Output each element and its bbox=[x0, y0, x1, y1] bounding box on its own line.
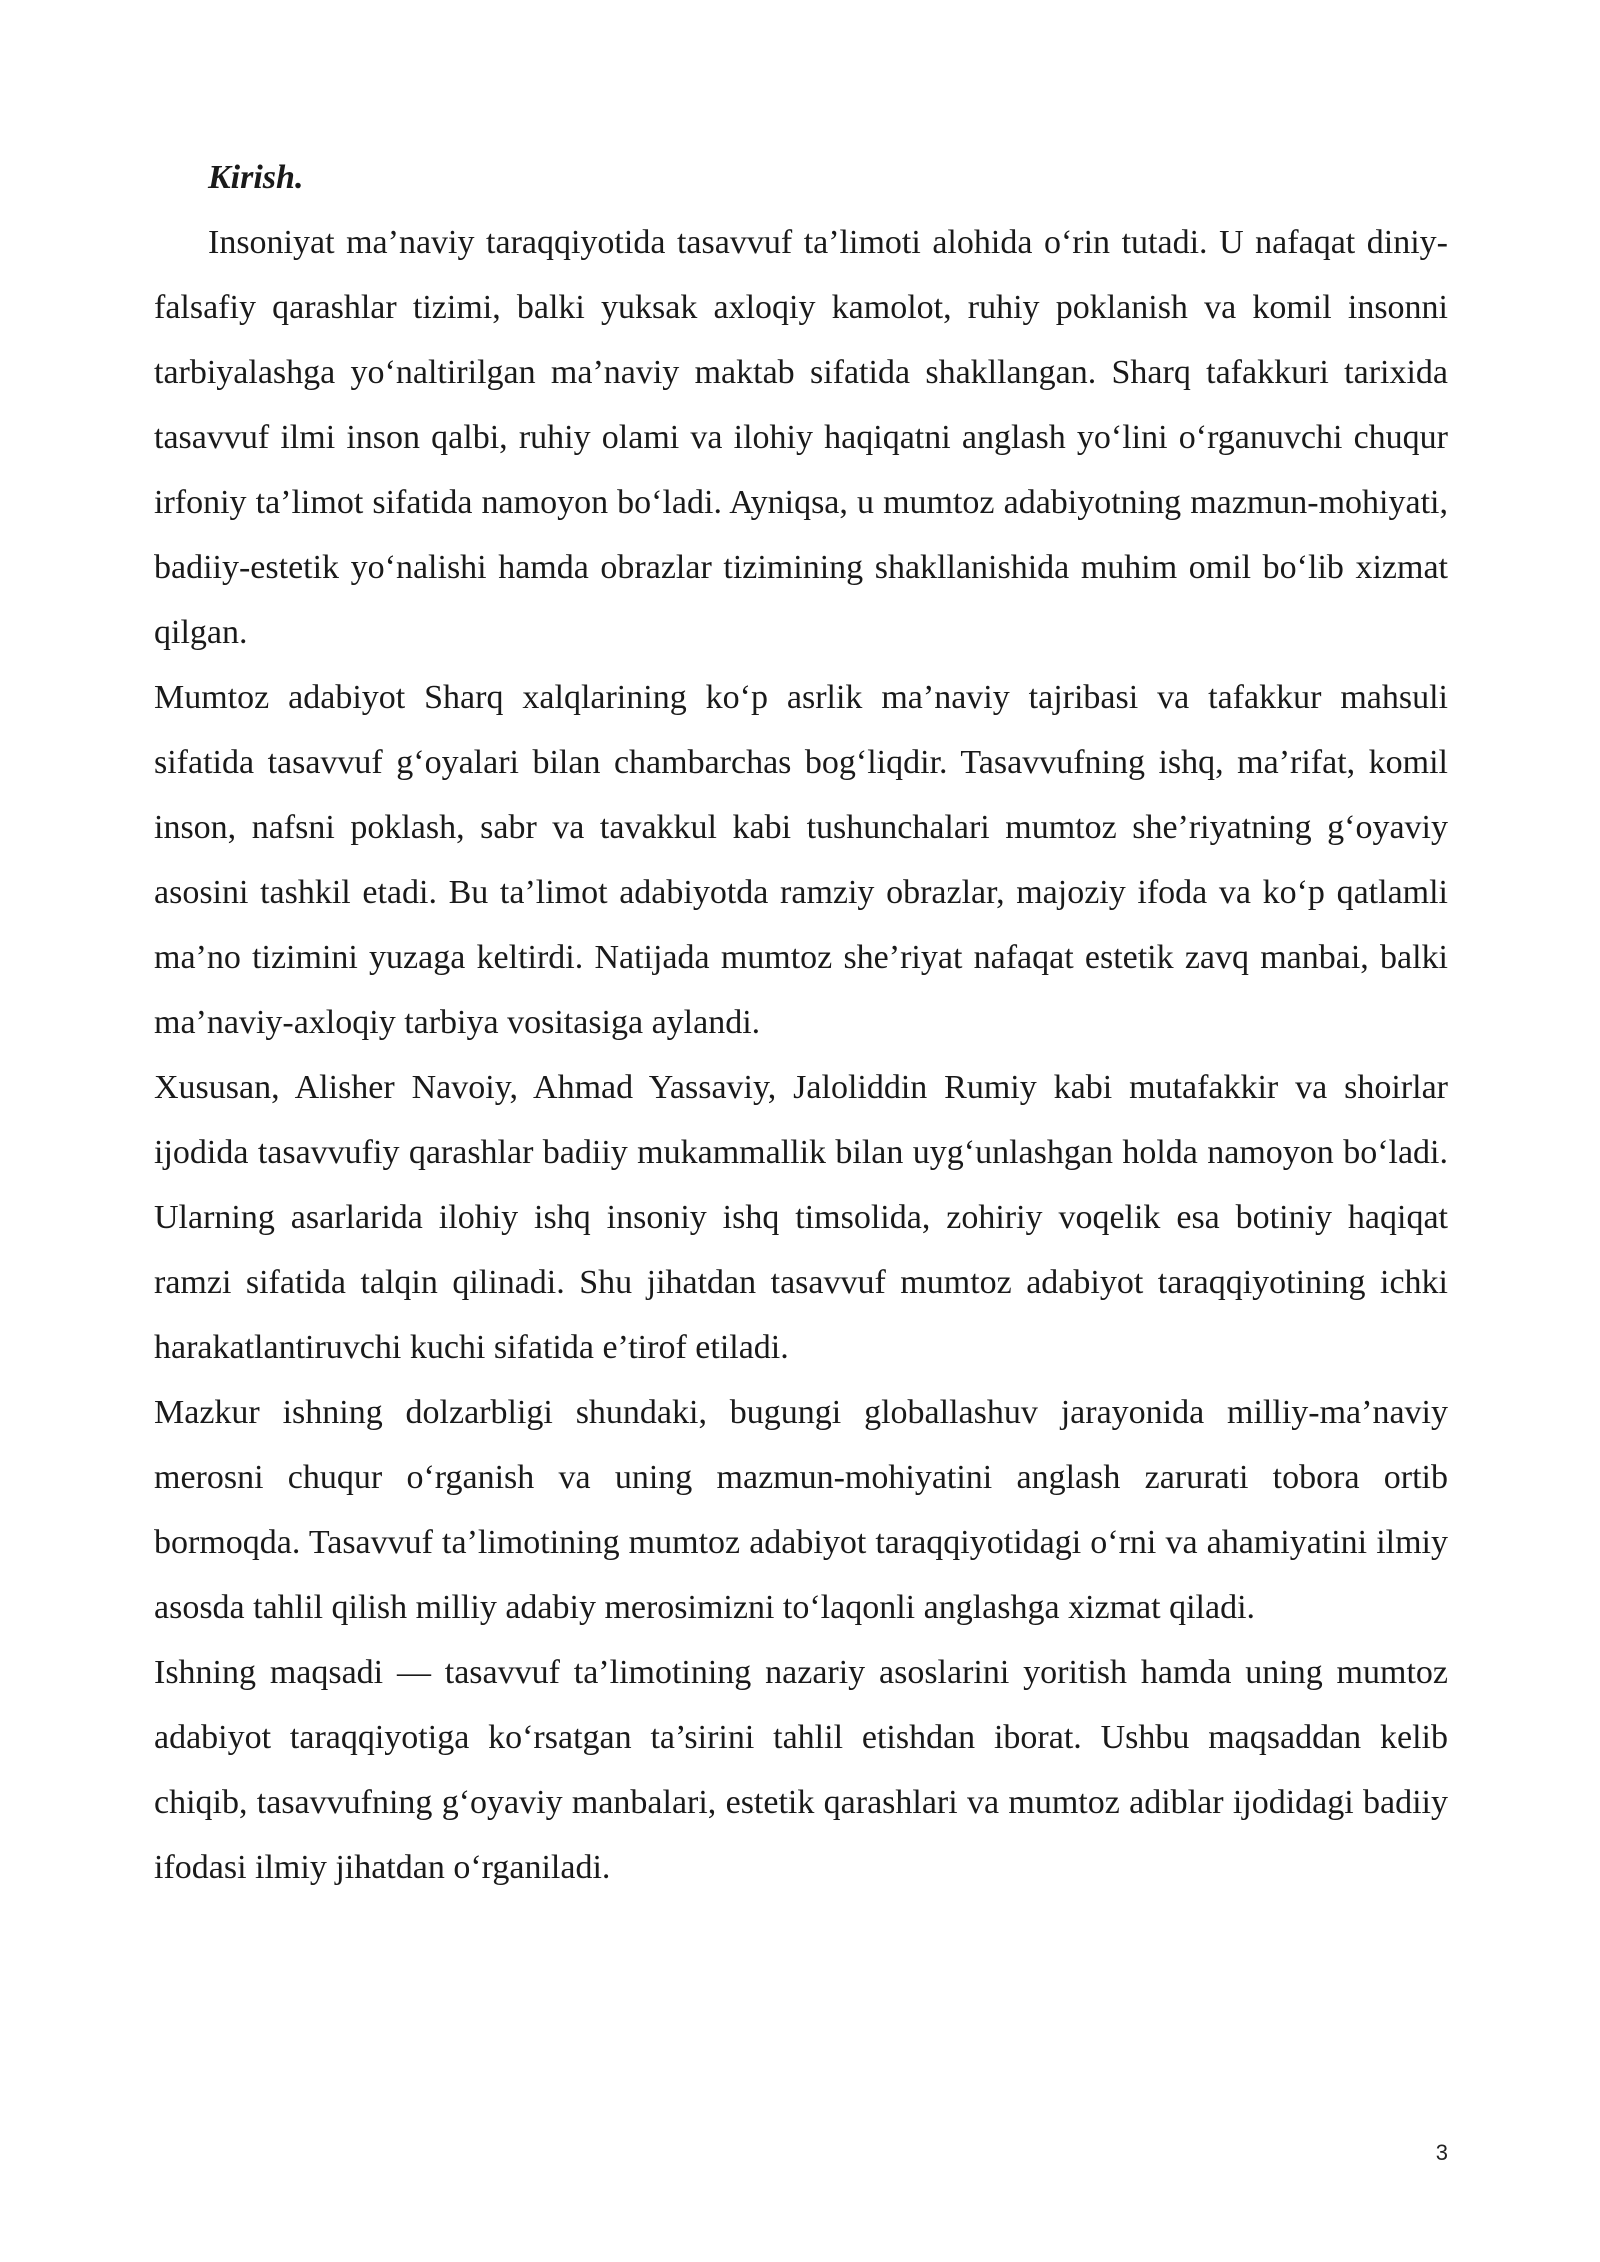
paragraph-5: Ishning maqsadi — tasavvuf ta’limotining nazariy asoslarini yoritish hamda uning mumtoz adabiyot taraqqiyotiga ko‘rsatgan ta’sirini tahlil etishdan iborat. Ushbu maqsaddan kelib chiqib, tasavvufning g‘oyaviy manbalari, estetik qarashlari va mumtoz adiblar ijodidagi badiiy ifodasi ilmiy jihatdan o‘rganiladi. bbox=[154, 1654, 1448, 1886]
paragraph-2: Mumtoz adabiyot Sharq xalqlarining ko‘p asrlik ma’naviy tajribasi va tafakkur mahsuli sifatida tasavvuf g‘oyalari bilan chambarchas bog‘liqdir. Tasavvufning ishq, ma’rifat, komil inson, nafsni poklash, sabr va tavakkul kabi tushunchalari mumtoz she’riyatning g‘oyaviy asosini tashkil etadi. Bu ta’limot adabiyotda ramziy obrazlar, majoziy ifoda va ko‘p qatlamli ma’no tizimini yuzaga keltirdi. Natijada mumtoz she’riyat nafaqat estetik zavq manbai, balki ma’naviy-axloqiy tarbiya vositasiga aylandi. bbox=[154, 679, 1448, 1041]
page-number: 3 bbox=[1435, 2140, 1448, 2165]
paragraph-3: Xususan, Alisher Navoiy, Ahmad Yassaviy, Jaloliddin Rumiy kabi mutafakkir va shoirlar ijodida tasavvufiy qarashlar badiiy mukammallik bilan uyg‘unlashgan holda namoyon bo‘ladi. Ularning asarlarida ilohiy ishq insoniy ishq timsolida, zohiriy voqelik esa botiniy haqiqat ramzi sifatida talqin qilinadi. Shu jihatdan tasavvuf mumtoz adabiyot taraqqiyotining ichki harakatlantiruvchi kuchi sifatida e’tirof etiladi. bbox=[154, 1069, 1448, 1366]
document-body bbox=[154, 145, 1448, 1900]
paragraph-1: Insoniyat ma’naviy taraqqiyotida tasavvuf ta’limoti alohida o‘rin tutadi. U nafaqat diniy-falsafiy qarashlar tizimi, balki yuksak axloqiy kamolot, ruhiy poklanish va komil insonni tarbiyalashga yo‘naltirilgan ma’naviy maktab sifatida shakllangan. Sharq tafakkuri tarixida tasavvuf ilmi inson qalbi, ruhiy olami va ilohiy haqiqatni anglash yo‘lini o‘rganuvchi chuqur irfoniy ta’limot sifatida namoyon bo‘ladi. Ayniqsa, u mumtoz adabiyotning mazmun-mohiyati, badiiy-estetik yo‘nalishi hamda obrazlar tizimining shakllanishida muhim omil bo‘lib xizmat qilgan. bbox=[154, 224, 1448, 651]
paragraph-4: Mazkur ishning dolzarbligi shundaki, bugungi globallashuv jarayonida milliy-ma’naviy merosni chuqur o‘rganish va uning mazmun-mohiyatini anglash zarurati tobora ortib bormoqda. Tasavvuf ta’limotining mumtoz adabiyot taraqqiyotidagi o‘rni va ahamiyatini ilmiy asosda tahlil qilish milliy adabiy merosimizni to‘laqonli anglashga xizmat qiladi. bbox=[154, 1394, 1448, 1626]
section-heading: Kirish. bbox=[208, 159, 304, 196]
